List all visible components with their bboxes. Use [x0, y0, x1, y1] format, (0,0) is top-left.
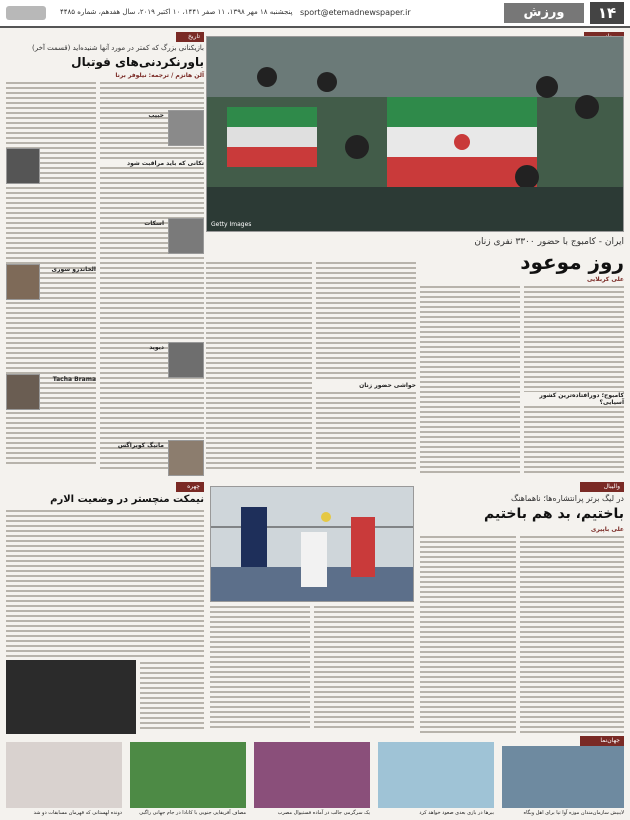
lead-column-1 — [524, 286, 624, 476]
lead-kicker: ایران - کامبوج با حضور ۳۳۰۰ نفری زنان — [474, 237, 624, 247]
portrait-7 — [6, 374, 40, 410]
person-name-1: حبیب — [148, 112, 164, 119]
volley-column-4 — [210, 606, 310, 734]
page-header — [0, 0, 630, 28]
strip-caption-4: مصاف آفریقایی جنوبی با کانادا در جام جهانی راگبی — [139, 810, 246, 816]
person-name-6: مانیگ کوبراگس — [117, 442, 164, 449]
strip-photo-5 — [502, 746, 624, 808]
volley-headline: باختیم، بد هم باختیم — [484, 506, 624, 522]
coach-photo — [6, 660, 136, 734]
volley-column-1 — [520, 536, 624, 736]
volley-byline: علی باپیری — [590, 526, 624, 533]
lead-column-3 — [316, 262, 416, 476]
lead-subhead-1: حواشی حضور زنان — [316, 382, 416, 389]
volley-illustration — [211, 487, 414, 602]
volley-column-3 — [314, 606, 414, 734]
volley-column-2 — [420, 536, 516, 736]
strip-caption-3: یک سرگرمی جالب در آماده فستیوال مصرب — [277, 810, 370, 816]
lead-headline: روز موعود — [520, 250, 624, 274]
history-headline: باورنکردنی‌های فوتبال — [71, 55, 204, 69]
strip-caption-2: ببرها در بازی بعدی صعود خواهد کرد — [419, 810, 494, 816]
strip-photo-4 — [378, 742, 494, 808]
strip-photo-3 — [254, 742, 370, 808]
portrait-4 — [168, 440, 204, 476]
person-name-5: Tacha Brama — [52, 376, 96, 383]
section-title: ورزش — [504, 3, 584, 23]
portrait-3 — [168, 342, 204, 378]
lead-photo — [206, 36, 624, 232]
lead-column-2 — [420, 286, 520, 476]
strip-caption-1: لایبیش سازمان‌مندان موزه آوا تیا برای اهل وبگاه — [523, 810, 624, 816]
volley-photo — [210, 486, 414, 602]
portrait-6 — [6, 264, 40, 300]
strip-photo-1 — [6, 742, 122, 808]
portrait-5 — [6, 148, 40, 184]
label-history: تاریخ — [176, 32, 204, 42]
page-number: ۱۴ — [590, 2, 624, 24]
website[interactable]: sport@etemadnewspaper.ir — [300, 8, 411, 17]
strip-caption-5: دونده لهستانی که قهرمان مسابقات دو شد — [33, 810, 122, 816]
newspaper-logo — [6, 6, 46, 20]
strip-photo-2 — [130, 742, 246, 808]
lead-subhead-2: کامبوج؛ دورافتاده‌ترین کشور آسیایی؟ — [524, 392, 624, 406]
portrait-2 — [168, 218, 204, 254]
photo-credit: Getty Images — [211, 221, 252, 228]
label-world: جهان‌نما — [580, 736, 624, 746]
person-name-4: الخاندرو سوری — [51, 266, 96, 273]
fans-illustration — [207, 37, 624, 232]
label-volley: والیبال — [580, 482, 624, 492]
person-name-3: دیوید — [149, 344, 164, 351]
face-body-2 — [140, 662, 204, 732]
date-line: پنجشنبه ۱۸ مهر ۱۳۹۸، ۱۱ صفر ۱۴۴۱، ۱۰ اکتبر ۲۰۱۹، سال هفدهم، شماره ۴۴۸۵ — [60, 8, 293, 16]
person-name-2: اسکات — [144, 220, 164, 227]
portrait-1 — [168, 110, 204, 146]
history-subhead: تکانی که باید مراقبت شود — [100, 160, 204, 167]
lead-byline: علی کربلایی — [586, 276, 624, 283]
face-body — [6, 510, 204, 660]
history-kicker: بازیکنانی بزرگ که کمتر در مورد آنها شنیده‌اید (قسمت آخر) — [32, 44, 204, 52]
label-face: چهره — [176, 482, 204, 492]
volley-kicker: در لیگ برتر پرانتشاره‌ها؛ ناهماهنگ — [511, 494, 624, 503]
face-headline: نیمکت منچستر در وضعیت الارم — [50, 494, 204, 505]
lead-column-4 — [206, 262, 312, 476]
history-author: آلن هانزم / ترجمه: نیلوفر برنا — [115, 72, 204, 79]
